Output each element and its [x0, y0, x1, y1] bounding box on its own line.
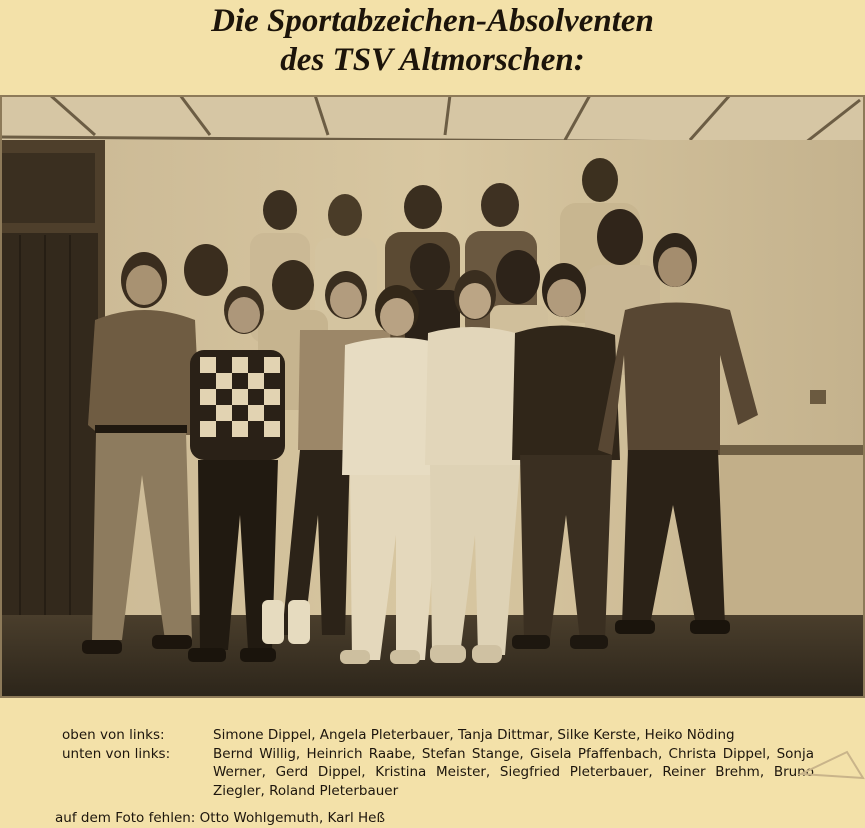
caption-missing: auf dem Foto fehlen: Otto Wohlgemuth, Karl Heß [55, 810, 385, 826]
headline [0, 2, 865, 80]
caption-bottom-label: unten von links: [62, 745, 171, 762]
group-photo [0, 95, 865, 698]
door-panel [0, 233, 98, 623]
wall-socket [810, 390, 826, 404]
corner-fold-icon [795, 736, 865, 796]
headline-line-1: Die Sportabzeichen-Absolventen [211, 3, 654, 39]
caption-top-names: Simone Dippel, Angela Pleterbauer, Tanja Dittmar, Silke Kerste, Heiko Nöding [213, 727, 735, 743]
headline-line-2: des TSV Altmorschen: [280, 42, 585, 78]
caption-top-label: oben von links: [62, 727, 165, 743]
wall-rail [705, 445, 865, 455]
door-transom [0, 153, 95, 223]
group-photo-icon [0, 95, 865, 698]
ceiling [0, 95, 865, 140]
caption-bottom-row [62, 745, 852, 801]
caption-top-row [62, 726, 852, 745]
photo-caption [55, 726, 852, 826]
wall-panel [720, 455, 865, 615]
caption-bottom-names: Bernd Willig, Heinrich Raabe, Stefan Stange, Gisela Pfaffenbach, Christa Dippel, Sonja Werner, Gerd Dippel, Kristina Meister, Siegfried Pleterbauer, Reiner Brehm, Bruno Ziegler, Roland Pleterbauer [213, 745, 814, 799]
